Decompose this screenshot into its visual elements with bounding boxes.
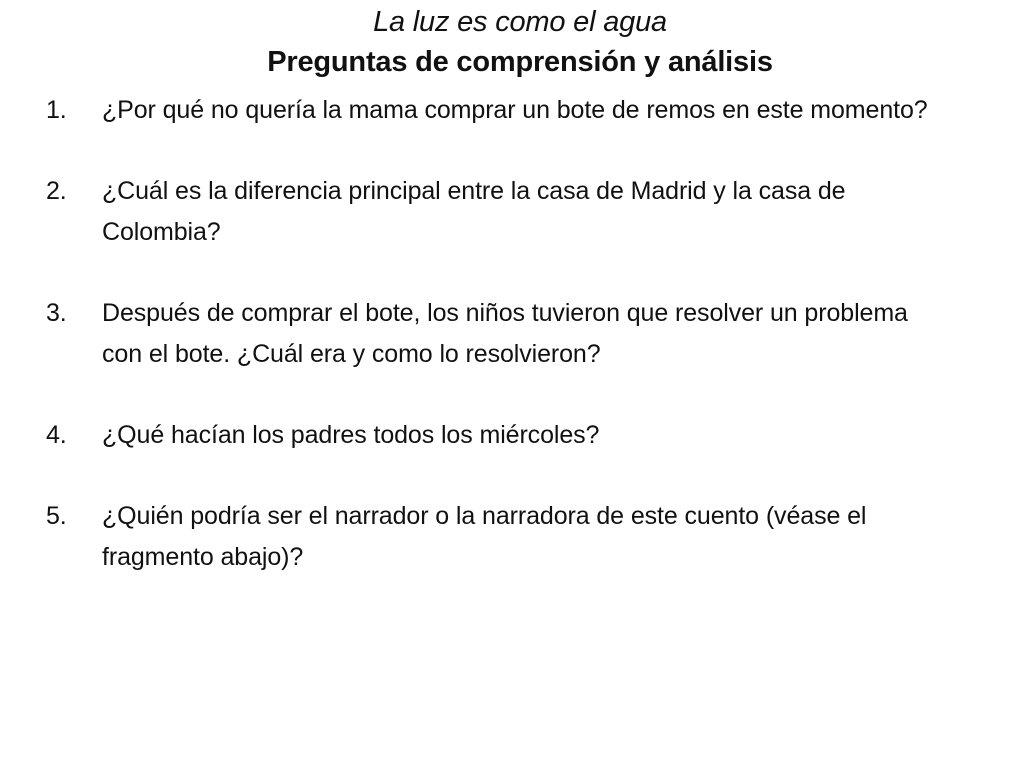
question-list bbox=[46, 90, 946, 578]
title-block bbox=[0, 2, 1024, 82]
question-item-2 bbox=[46, 171, 946, 253]
story-title: La luz es como el agua bbox=[373, 6, 667, 38]
question-item-1 bbox=[46, 90, 946, 131]
question-number: 3. bbox=[46, 299, 67, 327]
spacer bbox=[46, 253, 946, 293]
spacer bbox=[46, 131, 946, 171]
question-text: Después de comprar el bote, los niños tuvieron que resolver un problema con el bote. ¿Cuál era y como lo resolvieron? bbox=[102, 299, 908, 368]
question-item-5 bbox=[46, 496, 946, 578]
question-number: 1. bbox=[46, 96, 67, 124]
spacer bbox=[46, 456, 946, 496]
worksheet-title: Preguntas de comprensión y análisis bbox=[267, 46, 773, 78]
question-number: 2. bbox=[46, 177, 67, 205]
question-item-4 bbox=[46, 415, 946, 456]
question-number: 5. bbox=[46, 502, 67, 530]
question-number: 4. bbox=[46, 421, 67, 449]
spacer bbox=[46, 375, 946, 415]
question-text: ¿Cuál es la diferencia principal entre la casa de Madrid y la casa de Colombia? bbox=[102, 177, 846, 246]
question-text: ¿Qué hacían los padres todos los miércoles? bbox=[102, 421, 600, 449]
question-text: ¿Por qué no quería la mama comprar un bote de remos en este momento? bbox=[102, 96, 928, 124]
question-item-3 bbox=[46, 293, 946, 375]
question-text: ¿Quién podría ser el narrador o la narradora de este cuento (véase el fragmento abajo)? bbox=[102, 502, 867, 571]
